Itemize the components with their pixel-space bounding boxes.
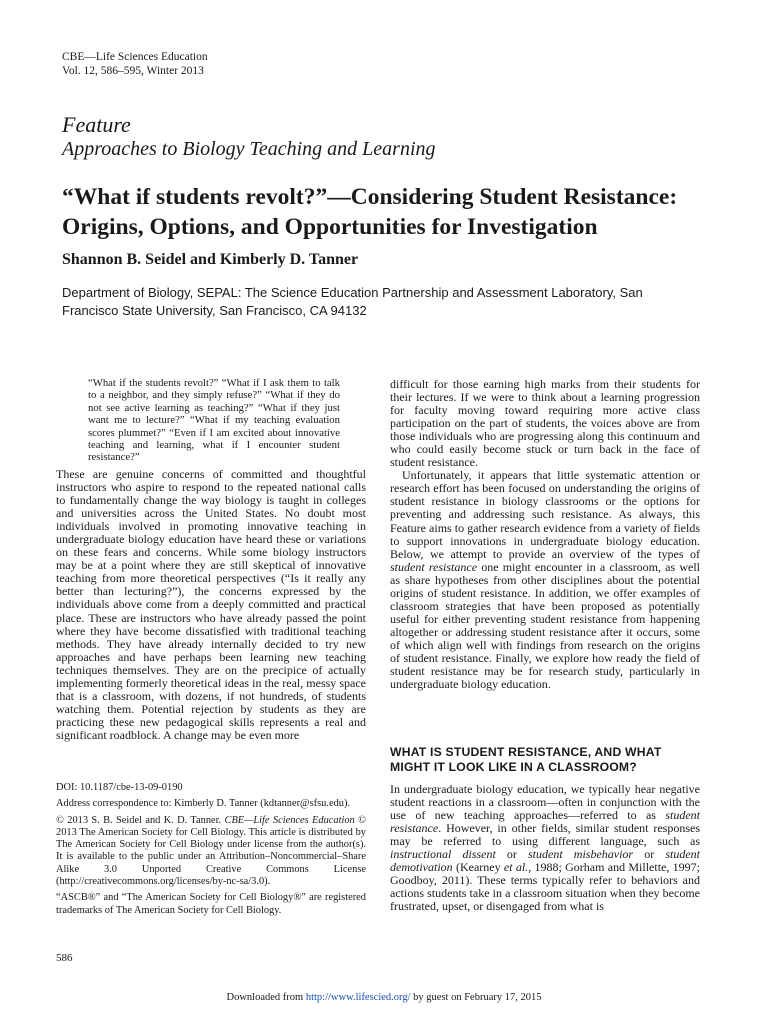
- text-run: (Kearney: [452, 860, 504, 875]
- body-paragraph: These are genuine concerns of committed and thoughtful instructors who aspire to respond to the repeated national calls to fundamentally change the way biology is taught in colleges and universities across the United States. No doubt most individuals involved in promoting innovative teaching in undergraduate biology education have heard these or variations on these fears and concerns. While some biology instructors may be at a point where they are still skeptical of innovative teaching from more theoretical perspectives (“Is it really any better than lecturing?”), the concerns expressed by the individuals above come from a deeply committed and practical place. These are instructors who have already passed the point where they have become dissatisfied with traditional teaching methods. They have already internally decided to try new approaches and have perhaps been learning new teaching techniques themselves. They are on the precipice of actually implementing formerly theoretical ideas in the real, messy space that is a classroom, with dozens, if not hundreds, of students watching them. Potential rejection by students as they are practicing these new pedagogical skills represents a real and significant roadblock. A change may be even more: [56, 467, 366, 742]
- text-run: Unfortunately, it appears that little systematic attention or research effort has been focused on understanding the origins of student resistance in biology classrooms or the options for preventing and addressing such resistance. As always, this Feature aims to gather research evidence from a variety of fields to support innovations in undergraduate biology education. Below, we attempt to provide an overview of the types of: [390, 468, 700, 561]
- emphasis-term: student demotivation: [390, 847, 700, 875]
- text-run: or: [495, 847, 528, 862]
- text-run: © 2013 The American Society for Cell Biology. This article is distributed by The American Society for Cell Biology under license from the author(s). It is available to the public under an Attribution–Noncommercial–Share Alike 3.0 Unported Creative Commons License (http://creativecommons.org/licenses/by-nc-sa/3.0).: [56, 814, 367, 888]
- title-line-2: Origins, Options, and Opportunities for Investigation: [62, 214, 598, 240]
- download-footer: [0, 992, 768, 1003]
- article-title: [62, 182, 722, 242]
- doi: DOI: 10.1187/cbe-13-09-0190: [56, 782, 183, 793]
- epigraph: “What if the students revolt?” “What if I ask them to talk to a neighbor, and they simply refuse?” “What if they do not see active learning as teaching?” “What if they just want me to lecture?” “What if my teaching evaluation scores plummet?” “Even if I am excited about innovative teaching and learning, what if I encounter student resistance?”: [88, 377, 340, 464]
- text-run: one might encounter in a classroom, as well as share hypotheses from other disciplines about the potential origins of student resistance. In addition, we offer examples of classroom strategies that have been proposed as potentially useful for either preventing student resistance from happening altogether or addressing student resistance after it occurs, some of which align well with findings from research on the origins of student resistance. Finally, we explore how ready the field of student resistance may be for research study, particularly in undergraduate biology education.: [390, 559, 701, 692]
- download-suffix: by guest on February 17, 2015: [410, 992, 542, 1003]
- journal-name: CBE—Life Sciences Education: [62, 51, 208, 63]
- trademark: “ASCB®” and “The American Society for Cell Biology®” are registered trademarks of The American Society for Cell Biology.: [56, 892, 366, 916]
- author-affiliation: Department of Biology, SEPAL: The Science Education Partnership and Assessment Laboratory, San Francisco State University, San Francisco, CA 94132: [62, 285, 643, 318]
- body-right-column: [390, 378, 700, 691]
- download-prefix: Downloaded from: [226, 992, 306, 1003]
- emphasis-term: student resistance: [390, 559, 478, 574]
- text-run: or: [633, 847, 666, 862]
- download-link[interactable]: http://www.lifescied.org/: [305, 992, 411, 1003]
- body-left-column: [56, 468, 366, 742]
- article-authors: Shannon B. Seidel and Kimberly D. Tanner: [62, 251, 359, 268]
- emphasis-term: instructional dissent: [390, 847, 496, 862]
- emphasis-term: student misbehavior: [528, 847, 634, 862]
- journal-volume: Vol. 12, 586–595, Winter 2013: [62, 65, 204, 77]
- text-run: . However, in other fields, similar student responses may be referred to using different language, such as: [390, 821, 700, 849]
- copyright: [56, 815, 366, 889]
- section-body: [390, 783, 700, 913]
- text-run: © 2013 S. B. Seidel and K. D. Tanner.: [56, 814, 225, 826]
- emphasis-term: student resistance: [390, 808, 700, 836]
- correspondence: Address correspondence to: Kimberly D. Tanner (kdtanner@sfsu.edu).: [56, 798, 351, 810]
- title-line-1: “What if students revolt?”—Considering Student Resistance:: [62, 184, 678, 210]
- section-heading: WHAT IS STUDENT RESISTANCE, AND WHAT MIGHT IT LOOK LIKE IN A CLASSROOM?: [390, 745, 662, 774]
- text-run: In undergraduate biology education, we typically hear negative student reactions in a classroom—often in conjunction with the use of new teaching approaches—referred to as: [390, 782, 700, 823]
- page-number: 586: [56, 952, 73, 964]
- journal-name-italic: CBE—Life Sciences Education: [224, 814, 355, 826]
- body-paragraph: difficult for those earning high marks from their students for their lectures. If we were to think about a learning progression for faculty moving toward requiring more active class participation on the part of students, the voices above are from those individuals who are progressing along this continuum and who could easily become stuck or turn back in the face of student resistance.: [390, 377, 700, 470]
- footnotes: [56, 782, 366, 921]
- feature-label: Feature: [62, 112, 131, 137]
- journal-header: [62, 50, 208, 78]
- feature-series: Approaches to Biology Teaching and Learning: [62, 138, 436, 160]
- text-run: , 1988; Gorham and Millette, 1997; Goodboy, 2011). These terms typically refer to behaviors and actions students take in a classroom situation when they become frustrated, upset, or disengaged from what is: [390, 860, 700, 914]
- body-paragraph: [390, 783, 700, 913]
- body-paragraph: [390, 469, 700, 691]
- emphasis-term: et al.: [503, 860, 529, 875]
